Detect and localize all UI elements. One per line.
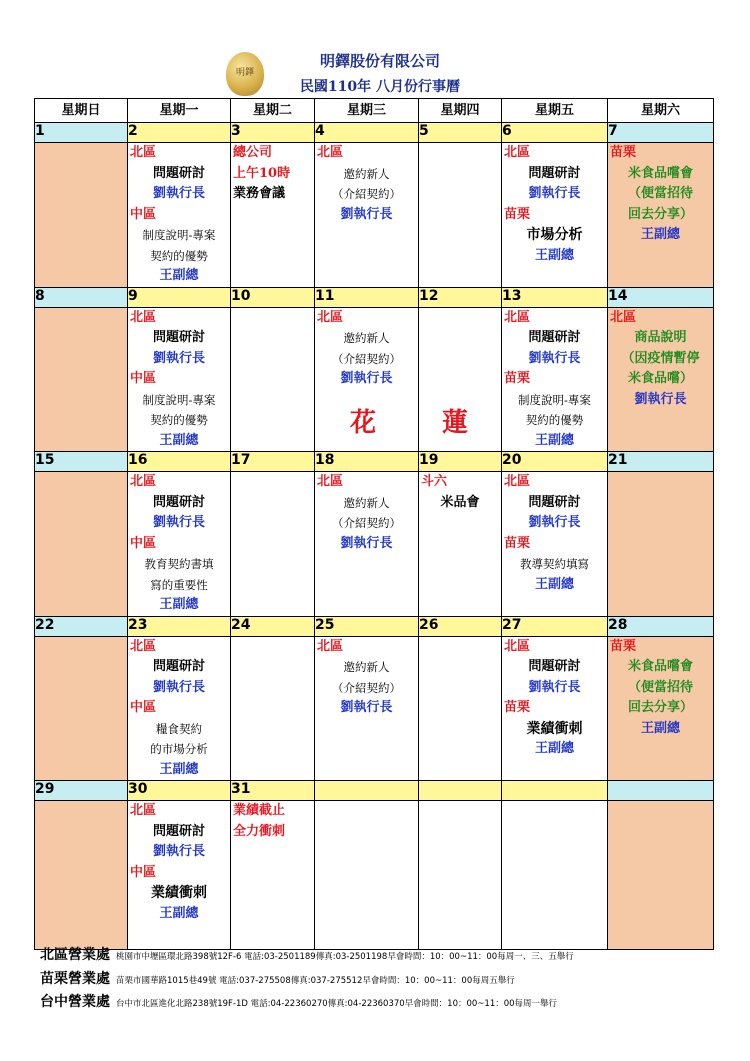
date-number	[315, 781, 419, 801]
event-line: 北區	[610, 309, 637, 325]
day-cell	[315, 636, 419, 781]
day-cell	[419, 636, 502, 781]
calendar-table	[34, 98, 714, 950]
date-number: 23	[128, 616, 231, 636]
event-line: 上午10時	[233, 165, 291, 181]
day-cell	[608, 801, 714, 950]
day-cell	[502, 143, 608, 288]
event-line: 糧食契約	[156, 721, 202, 736]
event-line: 中區	[130, 535, 157, 551]
event-line: 問題研討	[152, 659, 205, 674]
day-cell	[231, 801, 315, 950]
date-number: 29	[35, 781, 128, 801]
week-events-row	[35, 472, 714, 617]
date-number: 14	[608, 287, 714, 307]
event-line: 王副總	[159, 761, 199, 777]
event-line: 寫的重要性	[150, 577, 208, 592]
event-line: 全力衝刺	[233, 823, 286, 839]
office-name: 苗栗營業處	[40, 971, 110, 987]
date-number: 11	[315, 287, 419, 307]
date-number: 15	[35, 452, 128, 472]
event-line: 北區	[130, 309, 157, 325]
event-line: 邀約新人	[343, 166, 390, 181]
weekday-header-row	[35, 99, 714, 123]
logo-text: 明鐸	[235, 68, 254, 78]
day-cell	[315, 472, 419, 617]
event-line: 北區	[130, 145, 157, 160]
day-cell	[502, 801, 608, 950]
date-number: 24	[231, 616, 315, 636]
day-cell	[608, 307, 714, 452]
office-north	[40, 944, 574, 964]
weekday-sun: 星期日	[35, 99, 128, 123]
day-cell	[315, 143, 419, 288]
day-cell	[419, 472, 502, 617]
event-line: 教育契約書填	[144, 557, 214, 571]
date-number-row	[35, 616, 714, 636]
weekday-sat: 星期六	[608, 99, 714, 123]
day-cell	[315, 801, 419, 950]
event-line: 邀約新人	[343, 660, 390, 674]
event-line: 邀約新人	[343, 331, 390, 345]
date-number-row	[35, 287, 714, 307]
event-line: 市場分析	[526, 227, 583, 243]
date-number: 13	[502, 287, 608, 307]
event-line: 王副總	[159, 432, 199, 448]
date-number: 12	[419, 287, 502, 307]
event-line: 米食品嚐）	[627, 371, 693, 386]
day-cell	[231, 472, 315, 617]
event-line: 王副總	[159, 905, 199, 921]
day-cell	[128, 636, 231, 781]
event-line: 北區	[317, 638, 344, 654]
event-line: 問題研討	[528, 494, 581, 510]
date-number-row	[35, 781, 714, 801]
event-line: 商品說明	[634, 330, 687, 345]
date-number-row	[35, 123, 714, 143]
event-line: 王副總	[534, 432, 574, 448]
day-cell	[231, 636, 315, 781]
event-line: 米食品嚐會	[627, 165, 693, 181]
event-line: 中區	[130, 371, 157, 386]
event-line: 王副總	[159, 597, 199, 612]
event-line: 北區	[317, 145, 344, 160]
office-detail: 台中市北區進化北路238號19F-1D 電話:04-22360270傳真:04-22360370早會時間：10：00~11：00每周一舉行	[116, 999, 558, 1009]
date-number: 30	[128, 781, 231, 801]
event-line: 的市場分析	[150, 742, 208, 756]
event-line: 米品會	[440, 494, 480, 510]
event-line: 業績截止	[233, 803, 286, 818]
office-name: 北區營業處	[40, 947, 110, 963]
event-line: 契約的優勢	[525, 413, 584, 427]
date-number: 22	[35, 616, 128, 636]
event-line: （便當招待	[627, 679, 693, 695]
date-number: 9	[128, 287, 231, 307]
day-cell	[502, 472, 608, 617]
event-line: 問題研討	[528, 165, 581, 181]
event-line: 問題研討	[152, 330, 205, 345]
date-number	[419, 781, 502, 801]
day-cell	[128, 801, 231, 950]
weekday-tue: 星期二	[231, 99, 315, 123]
event-line: 北區	[130, 474, 157, 489]
event-line: 王副總	[159, 268, 199, 283]
date-number: 16	[128, 452, 231, 472]
date-number: 26	[419, 616, 502, 636]
office-taichung	[40, 991, 557, 1011]
office-detail: 苗栗市國華路1015巷49號 電話:037-275508傳真:037-275512早會時間：10：00~11：00每周五舉行	[116, 976, 515, 986]
week-events-row	[35, 801, 714, 950]
event-line: 劉執行長	[340, 535, 393, 551]
date-number: 3	[231, 123, 315, 143]
date-number: 10	[231, 287, 315, 307]
event-line: 業績衝刺	[526, 720, 583, 737]
event-line: （介紹契約）	[332, 187, 401, 201]
date-number: 1	[35, 123, 128, 143]
event-line: 問題研討	[528, 659, 581, 674]
day-cell	[231, 143, 315, 288]
event-line: 業務會議	[233, 186, 286, 201]
event-line: 問題研討	[152, 494, 205, 510]
event-line: 劉執行長	[340, 371, 393, 386]
event-line: 劉執行長	[528, 186, 581, 201]
day-cell	[35, 307, 128, 452]
event-line: 制度說明-專案	[142, 392, 216, 407]
date-number: 5	[419, 123, 502, 143]
event-line: （因疫情暫停	[621, 350, 700, 366]
date-number: 18	[315, 452, 419, 472]
event-line: 苗栗	[504, 206, 531, 222]
day-cell	[128, 307, 231, 452]
day-cell	[35, 472, 128, 617]
event-line: 教導契約填寫	[520, 557, 589, 571]
date-number: 2	[128, 123, 231, 143]
date-number: 27	[502, 616, 608, 636]
company-logo	[226, 52, 264, 96]
event-line: 問題研討	[528, 330, 581, 345]
event-line: 王副總	[640, 720, 680, 736]
event-line: （便當招待	[627, 186, 693, 201]
date-number	[502, 781, 608, 801]
week-events-row	[35, 636, 714, 781]
event-line: 劉執行長	[152, 515, 205, 530]
event-line: （介紹契約）	[332, 680, 401, 695]
event-line: 苗栗	[504, 700, 531, 715]
event-line: 業績衝刺	[151, 885, 207, 901]
event-line: 劉執行長	[528, 350, 581, 366]
event-line: 北區	[504, 638, 531, 654]
event-line: 米食品嚐會	[627, 659, 693, 674]
event-line: 制度說明-專案	[518, 392, 591, 407]
date-number: 8	[35, 287, 128, 307]
date-number: 6	[502, 123, 608, 143]
event-line: （介紹契約）	[332, 516, 401, 530]
date-number	[608, 781, 714, 801]
event-line: 中區	[130, 700, 157, 715]
office-detail: 桃園市中壢區環北路398號12F-6 電話:03-2501189傳真:03-2501198早會時間：10：00~11：00每周一、三、五舉行	[116, 952, 574, 962]
event-line: 中區	[130, 206, 157, 222]
event-line: 回去分享）	[627, 206, 693, 222]
event-line: 北區	[130, 638, 157, 654]
event-line: 回去分享）	[627, 700, 693, 715]
event-line: 總公司	[233, 145, 273, 160]
day-cell	[502, 636, 608, 781]
office-name: 台中營業處	[40, 994, 110, 1010]
event-line: 問題研討	[152, 165, 205, 181]
event-line: 苗栗	[504, 535, 531, 551]
date-number-row	[35, 452, 714, 472]
day-cell	[608, 636, 714, 781]
company-title: 明鐸股份有限公司	[319, 52, 440, 70]
weekday-thu: 星期四	[419, 99, 502, 123]
week-events-row	[35, 143, 714, 288]
event-line: 北區	[504, 474, 531, 489]
event-line: 劉執行長	[152, 350, 205, 366]
event-line: 劉執行長	[152, 679, 205, 695]
day-cell	[419, 801, 502, 950]
date-number: 20	[502, 452, 608, 472]
event-line: 劉執行長	[152, 844, 205, 859]
event-line: 北區	[504, 145, 531, 160]
event-line: 北區	[504, 309, 531, 325]
event-line: 北區	[317, 309, 344, 325]
day-cell	[419, 143, 502, 288]
event-line: 邀約新人	[343, 495, 390, 510]
day-cell	[35, 143, 128, 288]
date-number: 17	[231, 452, 315, 472]
event-line: 劉執行長	[528, 515, 581, 530]
event-line: 劉執行長	[152, 186, 205, 201]
day-cell	[608, 143, 714, 288]
event-line: 王副總	[534, 741, 574, 756]
hualian-char-2: 蓮	[442, 408, 469, 438]
day-cell	[128, 472, 231, 617]
event-line: 劉執行長	[340, 206, 393, 222]
day-cell	[128, 143, 231, 288]
event-line: 王副總	[640, 227, 680, 242]
date-number: 4	[315, 123, 419, 143]
weekday-mon: 星期一	[128, 99, 231, 123]
date-number: 31	[231, 781, 315, 801]
event-line: 契約的優勢	[150, 248, 208, 263]
event-line: 王副總	[534, 576, 574, 592]
event-line: 北區	[317, 474, 344, 489]
event-line: 劉執行長	[634, 391, 687, 407]
day-cell	[231, 307, 315, 452]
event-line: 北區	[130, 803, 157, 818]
day-cell	[608, 472, 714, 617]
date-number: 7	[608, 123, 714, 143]
date-number: 21	[608, 452, 714, 472]
weekday-fri: 星期五	[502, 99, 608, 123]
weekday-wed: 星期三	[315, 99, 419, 123]
day-cell	[502, 307, 608, 452]
event-line: （介紹契約）	[332, 351, 401, 366]
event-line: 中區	[130, 864, 157, 880]
event-line: 劉執行長	[340, 700, 393, 715]
event-line: 制度說明-專案	[142, 228, 216, 242]
date-number: 25	[315, 616, 419, 636]
event-line: 契約的優勢	[150, 413, 208, 427]
event-line: 問題研討	[152, 823, 205, 839]
date-number: 28	[608, 616, 714, 636]
hualian-char-1: 花	[350, 408, 377, 438]
day-cell	[35, 636, 128, 781]
event-line: 苗栗	[610, 638, 637, 654]
event-line: 苗栗	[610, 145, 637, 160]
event-line: 苗栗	[504, 371, 531, 386]
office-miaoli	[40, 968, 515, 988]
day-cell	[35, 801, 128, 950]
event-line: 斗六	[421, 474, 448, 489]
calendar-subtitle: 民國110年 八月份行事曆	[299, 79, 461, 95]
date-number: 19	[419, 452, 502, 472]
event-line: 王副總	[534, 247, 574, 263]
event-line: 劉執行長	[528, 679, 581, 695]
